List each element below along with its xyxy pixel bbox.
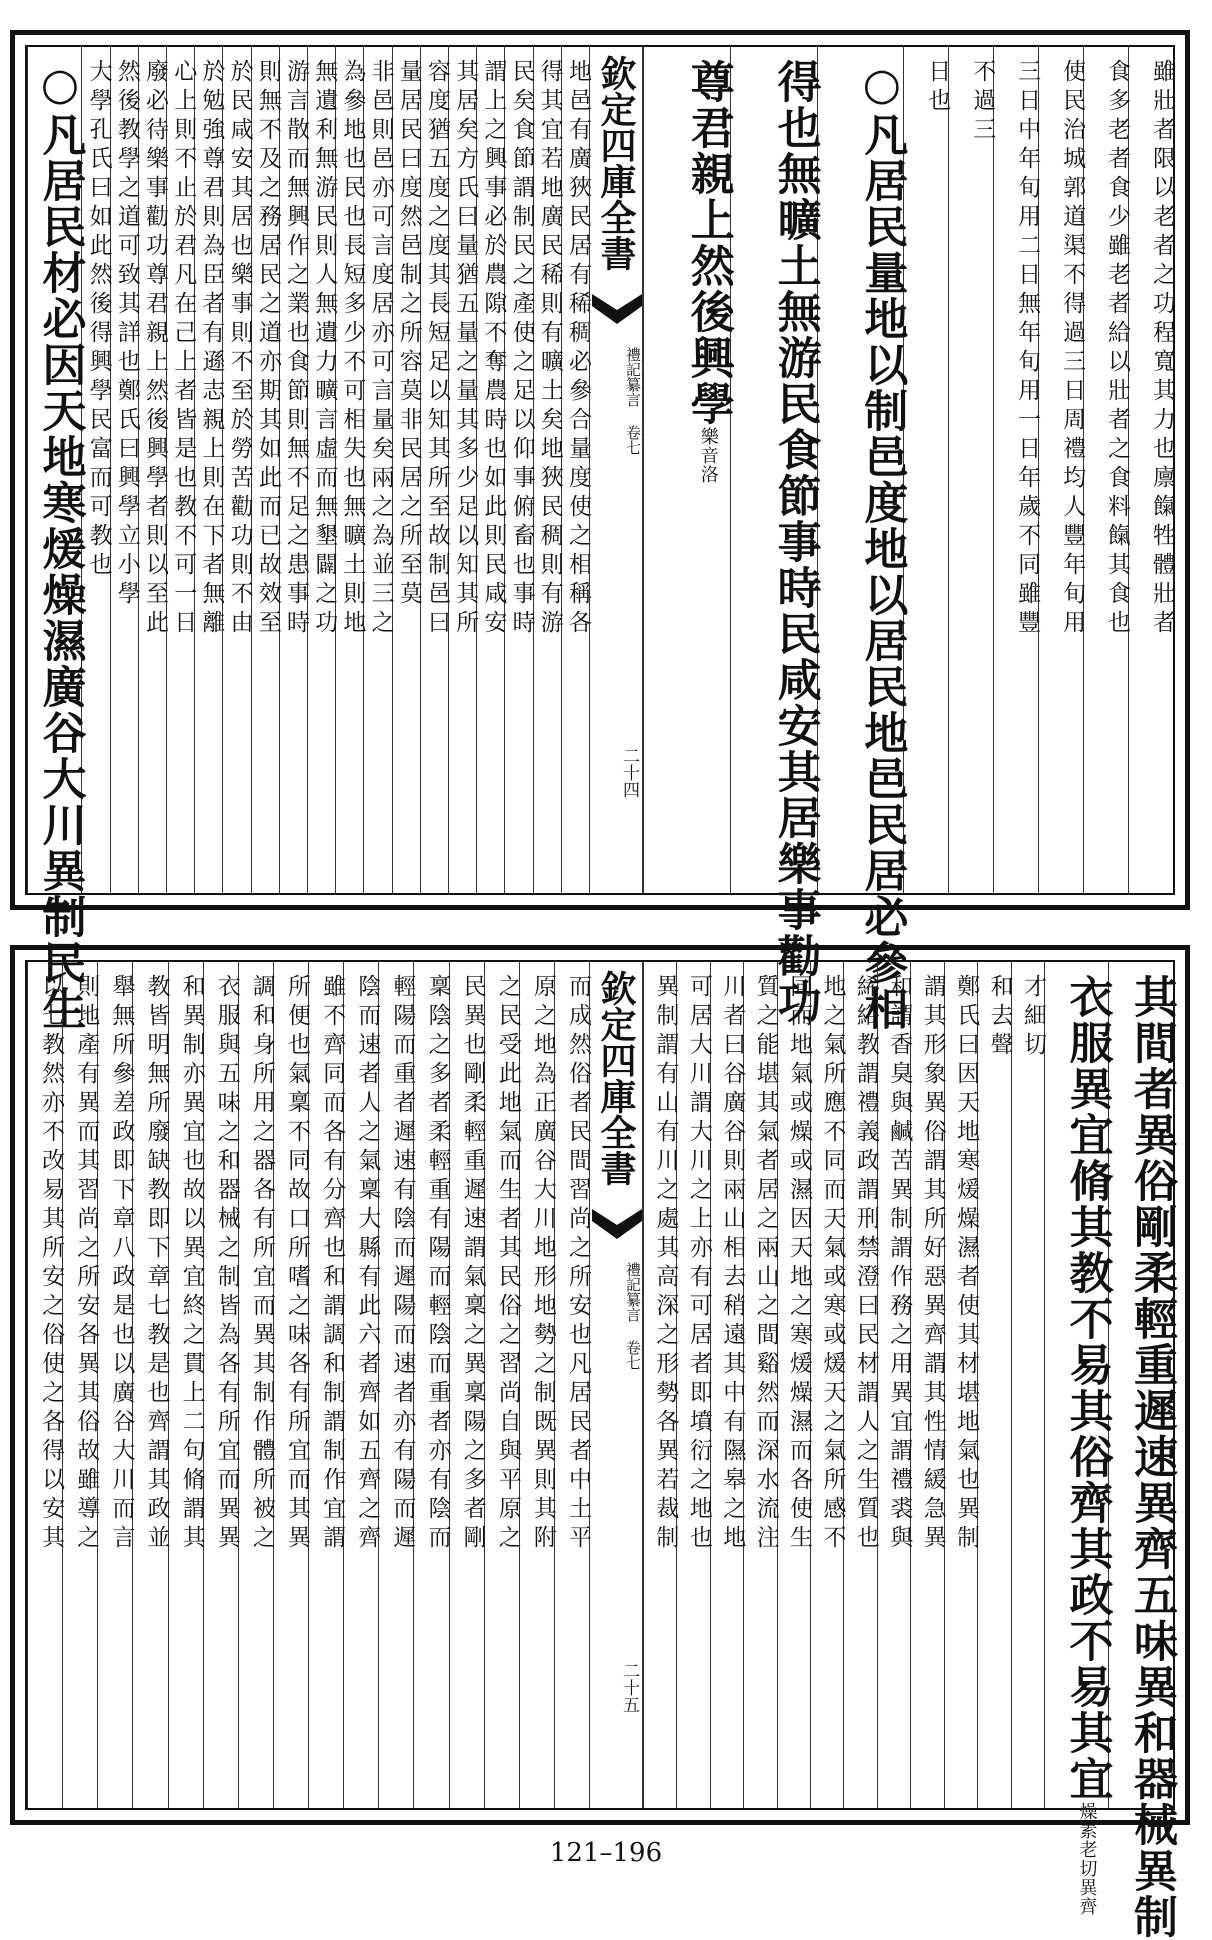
column-text: 民矣食節謂制民之產使之足以仰事俯畜也事時 (508, 59, 535, 639)
column-text: 廢必待樂事勸功尊君親上然後興學者則以至此 (142, 59, 169, 639)
commentary-column (1083, 47, 1131, 893)
commentary-column (910, 962, 946, 1808)
column-text: 原之地為正廣谷大川地形地勢之制既異則其附 (529, 974, 556, 1554)
commentary-column (343, 962, 381, 1808)
column-text: 教皆明無所廢缺教即下章七教是也齊謂其政並 (143, 974, 170, 1554)
commentary-column (977, 962, 1013, 1808)
column-text: 可居大川謂大川之上亦有可居者即墳衍之地也 (685, 974, 712, 1554)
column-text: 無遺利無游民則人無遺力曠言虛而無墾闢之功 (311, 59, 338, 639)
commentary-column (335, 47, 366, 893)
commentary-column (843, 962, 879, 1808)
commentary-column (238, 962, 273, 1808)
commentary-column (251, 47, 279, 893)
inline-note: 樂音洛 (697, 427, 719, 484)
column-text: 則無不及之務居民之道亦期其如此而已故效至 (254, 59, 281, 639)
commentary-column (168, 962, 203, 1808)
column-text: 才細切 (1019, 974, 1046, 1061)
column-text: 調和身所用之器各有所宜而異其制作體所被之 (248, 974, 275, 1554)
column-text: 所便也氣稟不同故口所嗜之味各有所宜而其異 (284, 974, 310, 1554)
column-text: 和謂香臭與鹹苦異制謂作務之用異宜謂禮裘與 (886, 974, 913, 1554)
commentary-column (1011, 962, 1044, 1808)
fishtail-mark-icon (590, 1207, 644, 1241)
commentary-column (308, 962, 346, 1808)
column-text: 容度猶五度之度其長短足以知其所至故制邑曰 (424, 59, 450, 639)
commentary-column (413, 962, 451, 1808)
column-text: 而成然俗者民間習尚之所安也凡居民者中土平 (565, 974, 591, 1554)
leaf-number: 二十四 (619, 747, 639, 798)
column-text: 尊君親上然後興學 (682, 59, 734, 427)
column-text: 得也無曠土無游民食節事時民咸安其居樂事勸功 (769, 59, 821, 1025)
column-text: 為參地也民也長短多少不可相失也無曠土則地 (339, 59, 366, 639)
column-text: 大學孔氏曰如此然後得興學民富而可教也 (85, 59, 112, 581)
main-text-column (643, 47, 734, 893)
commentary-column (948, 47, 996, 893)
column-text: 陰而速者人之氣稟大縣有此六者齊如五齊之齊 (354, 974, 381, 1554)
commentary-column (676, 962, 712, 1808)
commentary-column (1038, 47, 1086, 893)
commentary-column (62, 962, 100, 1808)
commentary-column (273, 962, 308, 1808)
commentary-column (363, 47, 394, 893)
column-text: 同而地氣或燥或濕因天地之寒煖燥濕而各使生 (786, 974, 813, 1554)
column-text: 得其宜若地廣民稀則有曠土矣地狹民稠則有游 (536, 59, 563, 639)
column-text: 游言散而無興作之業也食節則無不足之患事時 (283, 59, 310, 639)
column-text: 川者曰谷廣谷則兩山相去稍遠其中有隰皋之地 (719, 974, 746, 1554)
column-text: 和去聲 (986, 974, 1013, 1061)
main-text-column (817, 47, 908, 1032)
center-fold (589, 47, 643, 893)
column-text: 不過三 (969, 59, 996, 146)
main-text-column (1108, 962, 1177, 1940)
commentary-column (203, 962, 238, 1808)
page-number-footer: 121–196 (549, 1838, 663, 1868)
column-text: 然後教學之道可致其詳也鄭氏曰興學立小學 (113, 59, 140, 610)
column-text: 民異也剛柔輕重遲速謂氣稟之異稟陽之多者剛 (459, 974, 486, 1554)
column-text: 鄭氏曰因天地寒煖燥濕者使其材堪地氣也異制 (953, 974, 980, 1554)
commentary-column (279, 47, 310, 893)
commentary-column (777, 962, 813, 1808)
column-text: 和異制亦異宜也故以異宜終之貫上二句脩謂其 (178, 974, 205, 1554)
column-text: 其居矣方氏曰量猶五量之量其多少足以知其所 (452, 59, 479, 639)
commentary-column (484, 962, 519, 1808)
column-text: 衣服異宜脩其教不易其俗齊其政不易其宜 (1061, 974, 1113, 1802)
book-title: 欽定四庫全書 (595, 55, 637, 271)
commentary-column (420, 47, 448, 893)
column-text: 舉無所參差政即下章八政是也以廣谷大川而言 (108, 974, 135, 1554)
commentary-column (743, 962, 779, 1808)
commentary-column (533, 47, 561, 893)
commentary-column (554, 962, 589, 1808)
column-text: 則地產有異而其習尚之所安各異其俗故雖導之 (73, 974, 100, 1554)
commentary-column (392, 47, 420, 893)
commentary-column (194, 47, 225, 893)
commentary-column (81, 47, 112, 893)
commentary-column (449, 962, 484, 1808)
commentary-column (97, 962, 135, 1808)
commentary-column (643, 962, 679, 1808)
column-text: 非邑則邑亦可言度居亦可言量矣兩之為並三之 (367, 59, 394, 639)
column-text: 於民咸安其居也樂事則不至於勞苦勸功則不由 (226, 59, 253, 639)
column-text: 使民治城郭道渠不得過三日周禮均人豐年旬用 (1059, 59, 1086, 639)
column-text: ○凡居民材必因天地寒煖燥濕廣谷大川異制民生 (34, 59, 86, 1032)
column-text: 謂其形象異俗謂其所好惡異齊謂其性情緩急異 (919, 974, 946, 1554)
commentary-column (504, 47, 535, 893)
column-text: 輕陽而重者遲速有陰而遲陽而速者亦有陽而遲 (389, 974, 416, 1554)
column-text: 雖不齊同而各有分齊也和謂調和制謂制作宜謂 (319, 974, 346, 1554)
column-text: 質之能堪其氣者居之兩山之間谿然而深水流注 (752, 974, 779, 1554)
inline-note: 燥素老切異齊 (1076, 1802, 1098, 1916)
commentary-column (27, 962, 65, 1808)
fishtail-mark-icon (590, 292, 644, 326)
column-text: 異制謂有山有川之處其高深之形勢各異若裁制 (652, 974, 679, 1554)
column-text: 日也 (924, 59, 951, 117)
column-text: 以七教然亦不改易其所安之俗使之各得以安其 (38, 974, 65, 1554)
commentary-column (110, 47, 138, 893)
column-text: 雖壯者限以老者之功程寬其力也廪餼牲體壯者 (1148, 59, 1175, 639)
column-text: ○凡居民量地以制邑度地以居民地邑民居必參相 (856, 59, 908, 1032)
commentary-column (132, 962, 170, 1808)
column-text: 於勉強尊君則為臣者有遜志親上則在下者無離 (198, 59, 225, 639)
column-text: 量居民曰度然邑制之所容莫非民居之所至莫 (395, 59, 422, 610)
column-text: 謂上之興事必於農隙不奪農時也如此則民咸安 (480, 59, 507, 639)
main-text-column (730, 47, 821, 1025)
commentary-column (519, 962, 554, 1808)
main-text-column (1044, 962, 1113, 1916)
column-text: 絺綌教謂禮義政謂刑禁澄曰民材謂人之生質也 (852, 974, 879, 1554)
commentary-column (166, 47, 197, 893)
column-text: 其間者異俗剛柔輕重遲速異齊五味異和器械異制 (1125, 974, 1177, 1940)
leaf-number: 二十五 (619, 1662, 639, 1713)
commentary-column (448, 47, 479, 893)
commentary-column (222, 47, 253, 893)
volume-label: 禮記纂言 卷七 (624, 1262, 642, 1370)
volume-label: 禮記纂言 卷七 (624, 347, 642, 455)
column-text: 稟陰之多者柔輕重有陽而輕陰而重者亦有陰而 (424, 974, 451, 1554)
commentary-column (378, 962, 416, 1808)
commentary-column (877, 962, 913, 1808)
column-text: 心上則不止於君凡在己上者皆是也教不可一日 (170, 59, 197, 639)
commentary-column (903, 47, 951, 893)
commentary-column (138, 47, 169, 893)
commentary-column (710, 962, 746, 1808)
commentary-column (1128, 47, 1173, 893)
book-title: 欽定四庫全書 (595, 970, 637, 1186)
commentary-column (993, 47, 1041, 893)
column-text: 地邑有廣狹民居有稀稠必參合量度使之相稱各 (564, 59, 591, 639)
commentary-column (476, 47, 507, 893)
commentary-column (307, 47, 338, 893)
column-text: 食多老者食少雖老者給以壯者之食料餼其食也 (1104, 59, 1131, 639)
commentary-column (561, 47, 589, 893)
main-text-column (27, 47, 86, 1032)
column-text: 衣服與五味之和器械之制皆為各有所宜而異異 (213, 974, 240, 1554)
column-text: 三日中年旬用二日無年旬用一日年歲不同雖豐 (1014, 59, 1041, 639)
column-text: 地之氣所應不同而天氣或寒或煖天之氣所感不 (819, 974, 846, 1554)
column-text: 之民受此地氣而生者其民俗之習尚自與平原之 (494, 974, 521, 1554)
commentary-column (944, 962, 980, 1808)
commentary-column (810, 962, 846, 1808)
center-fold (589, 962, 643, 1808)
